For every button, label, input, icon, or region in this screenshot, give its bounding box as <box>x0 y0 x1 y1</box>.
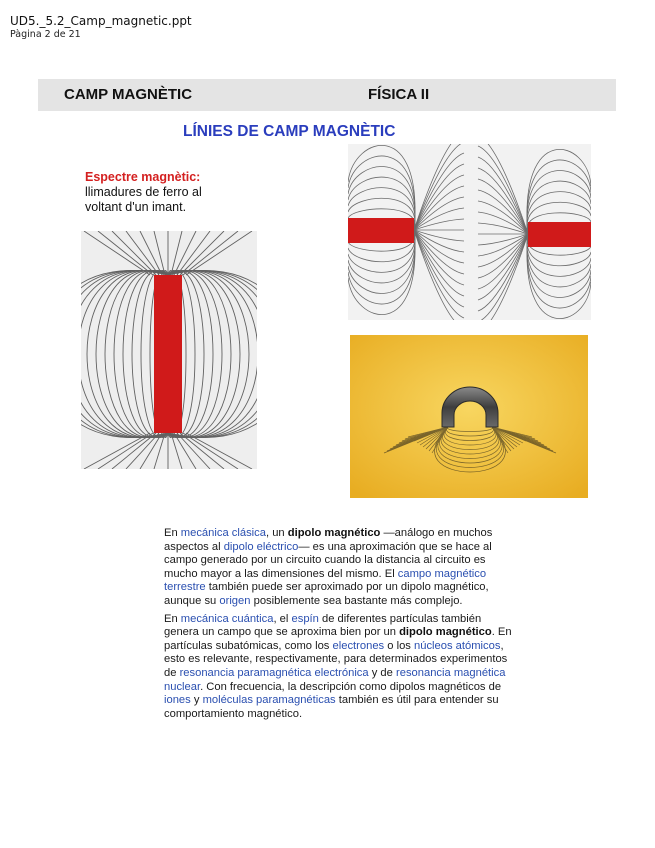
text-run: . En partículas subatómicas, como los <box>164 626 512 652</box>
text-run: . Con frecuencia, la descripción como dipolos magnéticos de <box>200 680 502 693</box>
bar-magnet-iron-filings-photo <box>81 231 257 469</box>
slide-title: LÍNIES DE CAMP MAGNÈTIC <box>183 123 396 140</box>
wiki-link[interactable]: mecánica cuántica <box>180 612 274 625</box>
wiki-link[interactable]: iones <box>164 694 191 707</box>
text-run: de diferentes partículas también genera un campo que se aproxima bien por un <box>164 612 482 639</box>
text-run: también es útil para entender su comportamiento magnético. <box>164 694 499 720</box>
spectrum-caption-line: voltant d'un imant. <box>85 200 187 214</box>
paragraph-classical-mechanics <box>164 527 516 609</box>
wiki-link[interactable]: espín <box>291 612 319 625</box>
wiki-link[interactable]: núcleos atómicos <box>414 639 501 652</box>
text-run: , un <box>265 527 288 539</box>
bold-term: dipolo magnético <box>287 527 381 539</box>
bold-term: dipolo magnético <box>399 626 492 639</box>
text-run: — es una aproximación que se hace al campo generado por un circuito cuando la distancia al circuito es mucho mayor a las dimensiones del mismo. El <box>164 540 492 580</box>
text-run: o los <box>384 639 414 652</box>
banner-right-title: FÍSICA II <box>368 86 430 103</box>
horseshoe-magnet-drawing <box>350 335 588 498</box>
wiki-link[interactable]: resonancia magnética nuclear <box>164 666 506 693</box>
spectrum-caption-line: llimadures de ferro al <box>85 185 202 199</box>
wiki-link[interactable]: campo magnético terrestre <box>164 567 487 594</box>
body-text <box>164 527 516 725</box>
wiki-link[interactable]: resonancia paramagnética electrónica <box>179 666 369 679</box>
left-magnet <box>348 218 414 243</box>
bar-magnet-field-drawing <box>81 231 257 469</box>
spectrum-caption-title: Espectre magnètic: <box>85 170 201 184</box>
text-run: , esto es relevante, respectivamente, para determinados experimentos de <box>164 639 508 679</box>
horseshoe-magnet-photo <box>350 335 588 498</box>
text-run: y de <box>368 666 396 679</box>
file-header <box>10 14 192 41</box>
wiki-link[interactable]: mecánica clásica <box>180 527 266 539</box>
text-run: también puede ser aproximado por un dipolo magnético, aunque su <box>164 581 489 607</box>
spectrum-caption <box>85 170 255 215</box>
bar-magnet <box>154 275 182 433</box>
paragraph-quantum-mechanics <box>164 613 516 722</box>
wiki-link[interactable]: moléculas paramagnéticas <box>202 694 336 707</box>
right-magnet <box>528 222 591 247</box>
text-run: —análogo en muchos aspectos al <box>164 527 493 553</box>
slide-banner <box>38 79 616 111</box>
wiki-link[interactable]: electrones <box>332 639 385 652</box>
file-name: UD5._5.2_Camp_magnetic.ppt <box>10 14 192 28</box>
wiki-link[interactable]: origen <box>219 594 251 607</box>
text-run: En <box>164 612 181 625</box>
wiki-link[interactable]: dipolo eléctrico <box>223 540 299 553</box>
text-run: y <box>190 694 203 707</box>
text-run: En <box>164 527 181 539</box>
text-run: posiblemente sea bastante más complejo. <box>250 594 463 607</box>
page-indicator: Pàgina 2 de 21 <box>10 29 81 40</box>
two-magnets-field-drawing <box>348 144 591 320</box>
banner-left-title: CAMP MAGNÈTIC <box>64 86 193 103</box>
text-run: , el <box>273 612 292 625</box>
two-magnets-iron-filings-photo <box>348 144 591 320</box>
